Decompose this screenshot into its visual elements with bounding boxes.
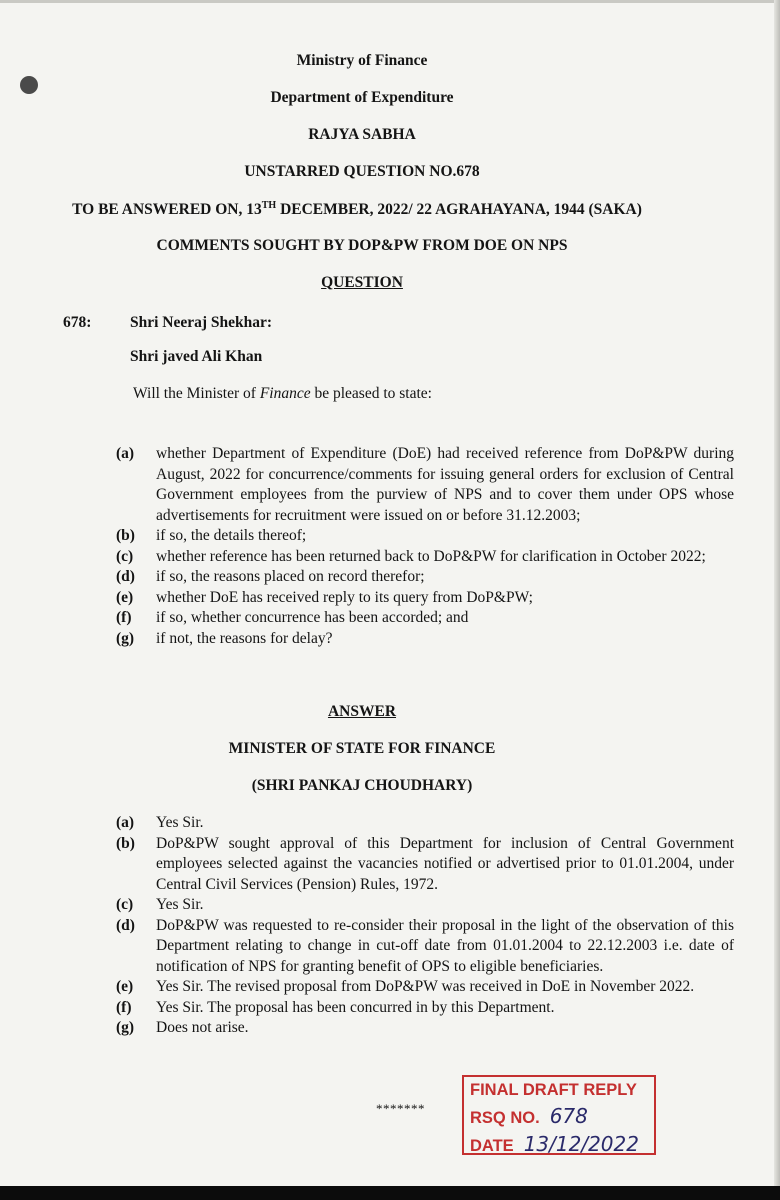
page-top-edge: [0, 0, 780, 3]
answer-list: [116, 813, 734, 1039]
answer-date-heading: TO BE ANSWERED ON, 13TH DECEMBER, 2022/ 22 AGRAHAYANA, 1944 (SAKA): [72, 200, 642, 219]
minister-name: (SHRI PANKAJ CHOUDHARY): [251, 777, 473, 794]
stamp-date-row: DATE 13/12/2022: [470, 1132, 639, 1156]
list-item: (d) if so, the reasons placed on record therefor;: [116, 568, 425, 585]
handwritten-rsq-number: 678: [549, 1104, 588, 1128]
question-number-heading: UNSTARRED QUESTION NO.678: [244, 163, 480, 180]
ministry-heading: Ministry of Finance: [296, 52, 428, 69]
list-item: (d) DoP&PW was requested to re-consider their proposal in the light of the observation of this Department relating to change in cut-off date from 01.01.2004 to 22.12.2003 i.e. date of notification of NPS for granting benefit of OPS to eligible beneficiaries.: [116, 916, 734, 975]
member-name: Shri javed Ali Khan: [130, 348, 263, 365]
list-item: (e) whether DoE has received reply to its query from DoP&PW;: [116, 588, 533, 606]
list-item: (f) if so, whether concurrence has been accorded; and: [116, 609, 469, 626]
page-bottom-edge: [0, 1186, 780, 1200]
stamp-rsq-row: RSQ NO. 678: [470, 1104, 588, 1128]
subject-heading: COMMENTS SOUGHT BY DOP&PW FROM DOE ON NPS: [156, 237, 568, 254]
question-list: [116, 444, 734, 649]
list-item: (c) whether reference has been returned back to DoP&PW for clarification in October 2022;: [116, 547, 706, 565]
end-stars: *******: [376, 1101, 425, 1116]
list-item: (b) if so, the details thereof;: [116, 527, 307, 544]
stamp-title: FINAL DRAFT REPLY: [470, 1081, 637, 1099]
house-heading: RAJYA SABHA: [308, 126, 416, 143]
answer-heading: ANSWER: [327, 703, 397, 720]
question-number: 678:: [63, 314, 92, 331]
list-item: (c) Yes Sir.: [116, 896, 204, 913]
minister-title: MINISTER OF STATE FOR FINANCE: [228, 740, 496, 757]
question-heading: QUESTION: [321, 274, 403, 291]
list-item: (a) Yes Sir.: [116, 814, 204, 831]
list-item: (f) Yes Sir. The proposal has been concurred in by this Department.: [116, 998, 555, 1016]
member-name: Shri Neeraj Shekhar:: [130, 314, 273, 331]
list-item: (e) Yes Sir. The revised proposal from DoP&PW was received in DoE in November 2022.: [116, 978, 695, 995]
list-item: (a) whether Department of Expenditure (DoE) had received reference from DoP&PW during August, 2022 for concurrence/comments for issuing general orders for exclusion of Central Government employees from the purview of NPS and to cover them under OPS whose advertisements for recruitment were issued on or before 31.12.2003;: [116, 445, 734, 524]
list-item: (g) if not, the reasons for delay?: [116, 629, 333, 647]
list-item: (b) DoP&PW sought approval of this Department for inclusion of Central Government employees selected against the vacancies notified or advertised prior to 01.01.2004, under Central Civil Services (Pension) Rules, 1972.: [116, 834, 734, 893]
department-heading: Department of Expenditure: [270, 89, 454, 106]
question-intro: Will the Minister of Finance be pleased to state:: [133, 385, 432, 402]
page-right-edge: [774, 0, 780, 1200]
final-draft-stamp: [462, 1075, 656, 1155]
list-item: (g) Does not arise.: [116, 1019, 249, 1036]
handwritten-date: 13/12/2022: [523, 1132, 639, 1156]
